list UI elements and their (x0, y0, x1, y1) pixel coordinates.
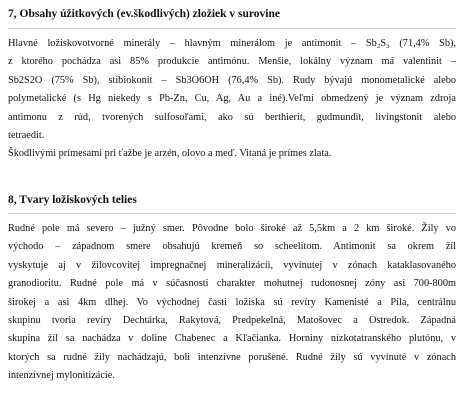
section-7-divider (8, 28, 456, 29)
section-8-line-7: skupina žíl sa nachádza v doline Chabenec a Kľačianka. Horniny nízkotatranského plutónu, v (8, 333, 456, 345)
section-8-line-6: skupinu tvoria revíry Dechtárka, Rakytová, Predpekelná, Matošovec a Ostredok. Západná (8, 314, 456, 326)
section-7-line-5: antimonu z rúd, tvorených sulfosoľami, ako sú berthierit, gudmundit, livingstonit alebo (8, 111, 456, 123)
section-7-line-7: Škodlivými prímesami pri ťažbe je arzén, olovo a meď. Vitaná je prímes zlata. (8, 148, 332, 160)
section-8-divider (8, 213, 456, 214)
section-7-line-1: Hlavné ložiskovotvorné minerály – hlavným minerálom je antimonit – Sb₂S₃ (71,4% Sb), (8, 38, 456, 49)
section-8-line-1: Rudné pole má severo – južný smer. Pôvodne bolo široké až 5,5km a 2 km široké. Žily vo (8, 223, 456, 234)
section-7-body (8, 35, 456, 164)
section-7-line-2: z ktorého pochádza asi 85% produkcie antimónu. Menšie, lokálny význam má valentinit – (8, 56, 456, 68)
section-7-line-3: Sb2S2O (75% Sb), stibiokonit – Sb3O6OH (76,4% Sb). Rudy bývajú monometalické alebo (8, 74, 456, 86)
section-8-line-4: granodioritu. Rudné pole má v súčasnosti charakter mohutnej rudonosnej zóny asi 700-800m (8, 278, 456, 290)
section-8-body (8, 220, 456, 386)
section-7-line-6: tetraedit. (8, 129, 45, 141)
section-7-heading: 7, Obsahy úžitkových (ev.škodlivých) zložiek v surovine (8, 8, 280, 20)
section-8-line-9: intenzívnej mylonitizácie. (8, 370, 115, 382)
section-8-heading: 8, Tvary ložiskových telies (8, 194, 137, 206)
section-8-line-3: vyskytuje aj v žilovcovitej impregnačnej mineralizácii, vyvinutej v zónach kataklasovaného (8, 259, 456, 271)
section-7-line-4: polymetalické (s Hg niekedy s Pb-Zn, Cu, Ag, Au a iné).Veľmi obmedzený je význam zdroja (8, 93, 456, 105)
section-8-line-5: širokej a asi 4km dlhej. Vo východnej časti ložiska sú revíry Kamenisté a Píla, centrálnu (8, 296, 456, 308)
section-8-line-2: východo – západnom smere obsahujú kremeň so scheelitom. Antimonit sa okrem žíl (8, 241, 456, 253)
section-8-line-8: ktorých sa rudné žily nachádzajú, boli intenzívne porušené. Rudné žily sú vyvinuté v zónach (8, 351, 456, 363)
